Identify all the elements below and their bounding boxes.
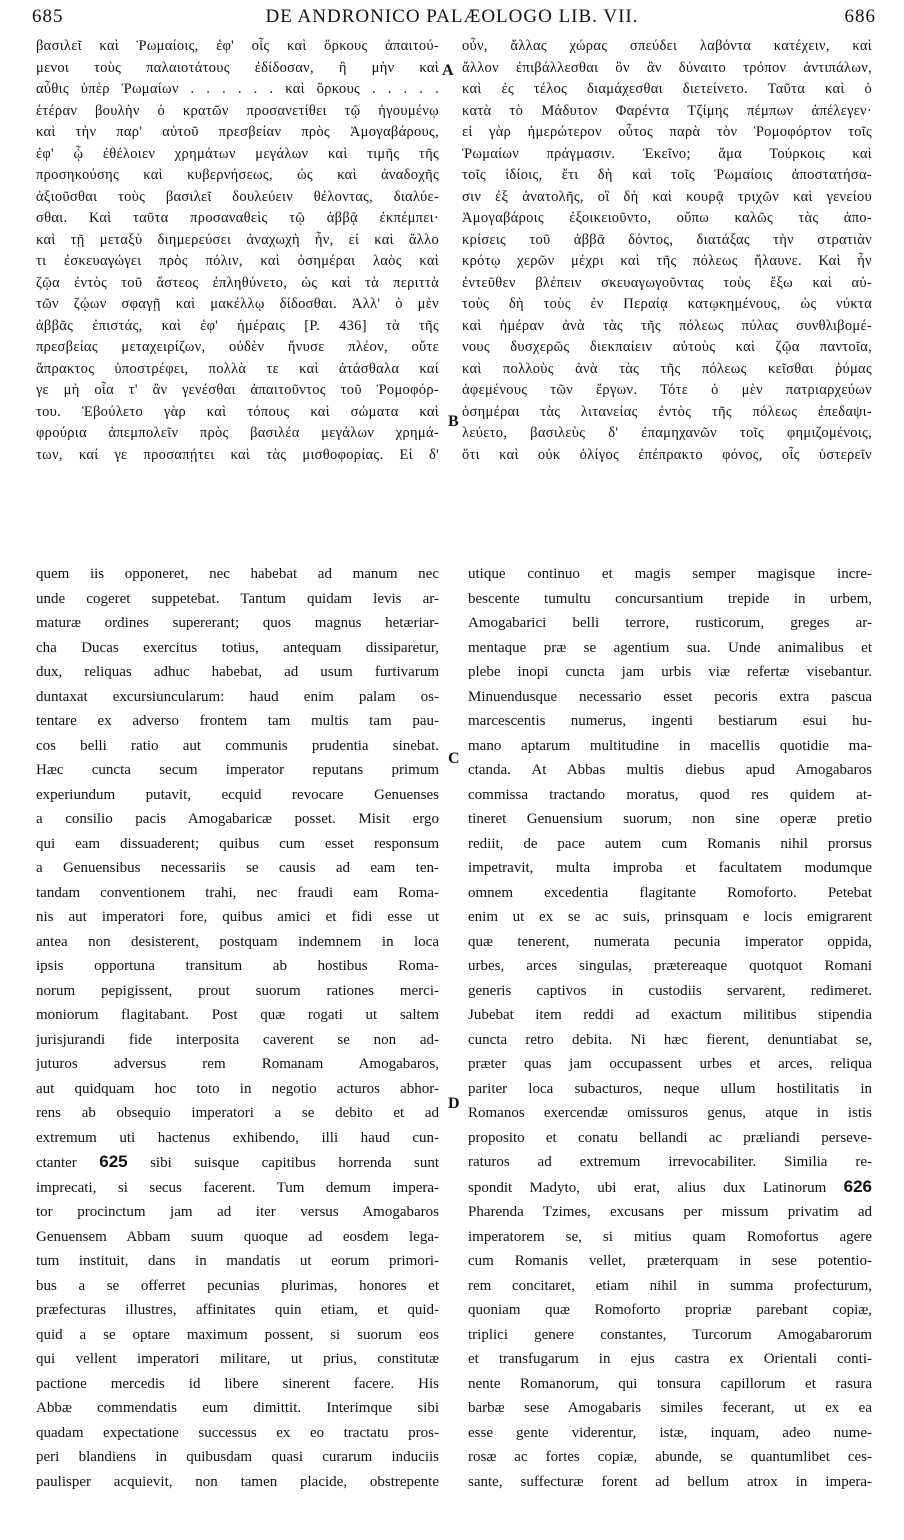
text-line: ἐντεῦθεν βλέπειν σκευαγωγοῦντας τοὺς ἔξω καὶ αὐ- — [462, 274, 872, 291]
text-line: esse gente viderentur, istæ, inquam, adeo nume- — [468, 1424, 872, 1441]
text-line: quid a se optare maximum possent, si suorum eos — [36, 1326, 439, 1343]
text-line: paulisper acquievit, non tamen placide, obstrepente — [36, 1473, 439, 1490]
text-line: ἄπρακτος ὑποστρέφει, πολλὰ τε καὶ ἀτάσθαλα καί — [36, 360, 439, 377]
text-line: κατὰ τὸ Μάδυτον Φαρέντα Τζίμης πέμπων ἀπέλεγεν· — [462, 102, 872, 119]
text-line: νους δυσχερῶς διεκπαίειν αὐτοὺς καὶ ζῷα παντοῖα, — [462, 339, 872, 355]
text-line: enim ut ex se ac suis, prinsquam e locis emigrarent — [468, 909, 872, 925]
text-line: προσηκούσης καὶ κυβερνήσεως, ὡς καὶ ἀναδοχῆς — [36, 167, 439, 183]
text-line: cuncta retro debita. Ni hæc fierent, denuntiabat se, — [468, 1031, 872, 1048]
text-line: quadam expectatione successus ex eo tractatu pros- — [36, 1424, 439, 1441]
text-line: antea non desisterent, postquam indemnem in loca — [36, 933, 439, 950]
text-line: Jubebat item reddi ad exactum militibus stipendia — [468, 1007, 872, 1023]
text-line: rosæ ac fortes copiæ, abunde, se quantumlibet ces- — [468, 1449, 872, 1465]
text-line: raturos ad extremum irrevocabiliter. Similia re- — [468, 1154, 872, 1170]
text-line: duntaxat excursiuncularum: haud enim palam os- — [36, 688, 439, 705]
text-line: pactione mercedis id libere sinerent facere. His — [36, 1375, 439, 1392]
text-line: præfecturas illustres, affinitates quin etiam, et quid- — [36, 1302, 439, 1318]
text-line: quoniam quæ Romoforto propriæ parebant copiæ, — [468, 1302, 872, 1318]
text-line: κρίσεις τοῦ ἀββᾶ δόντος, διατάξας τὴν στρατιὰν — [462, 231, 872, 248]
text-line: aut quidquam hoc toto in negotio acturos abhor- — [36, 1080, 439, 1097]
text-line: Ῥωμαίων πράγμασιν. Ἐκεῖνο; ἅμα Τούρκοις καὶ — [462, 145, 872, 162]
text-line: Hæc cuncta secum imperator reputans primum — [36, 762, 439, 778]
text-line: tandam conventionem trahi, nec fraudi eam Roma- — [36, 884, 439, 901]
text-line: τι ἐσκευαγώγει πρὸς πόλιν, καὶ ὁσημέραι λαὸς καὶ — [36, 253, 439, 269]
text-line: σθαι. Καὶ ταῦτα προσαναθεὶς τῷ ἀββᾷ ἐκπέμπει· — [36, 210, 439, 226]
text-line: imprecati, si secus facerent. Tum demum impera- — [36, 1179, 439, 1196]
margin-letter-d: D — [448, 1095, 460, 1112]
text-line: commissa tractando moratus, quod res quidem at- — [468, 786, 872, 803]
text-line: λεύετο, βασιλεὺς δ' ἐπαμηχανῶν τοῖς φημιζομένοις, — [462, 425, 872, 441]
text-line: a consilio pacis Amogabaricæ posset. Misit ergo — [36, 811, 439, 827]
text-line: unde cogeret suppetebat. Tantum quidam levis ar- — [36, 590, 439, 607]
margin-letter-a: A — [442, 62, 454, 79]
text-line: τοῖς ἰδίοις, ἔτι δὴ καὶ τοῖς Ῥωμαίοις ἀποστατήσα- — [462, 167, 872, 183]
text-line: του. Ἐβούλετο γὰρ καὶ τόπους καὶ σώματα καὶ — [36, 403, 439, 420]
text-line: ζῷα ἐντὸς τοῦ ἄστεος ἐπληθύνετο, ὡς καὶ τὰ περιττὰ — [36, 274, 439, 291]
margin-letter-c: C — [448, 750, 460, 767]
text-line: καὶ πολλοὺς ἀνὰ τὰς τῆς πόλεως κεῖσθαι ῥύμας — [462, 360, 872, 377]
text-line: φρούρια ἀπεμπολεῖν πρὸς βασιλέα μεγάλων χρημά- — [36, 425, 439, 441]
text-line: præter quas jam occupassent urbes et arces, reliqua — [468, 1056, 872, 1072]
text-line: experiundum putavit, ecquid revocare Genuenses — [36, 786, 439, 803]
text-line: pariter loca subacturos, neque ullum hostilitatis in — [468, 1080, 872, 1097]
text-line: rens ab obsequio imperatori a se debito et ad — [36, 1105, 439, 1121]
text-line: καὶ ἡμέραν ἀνὰ τὰς τῆς πόλεως πύλας συνθλιβομέ- — [462, 317, 872, 334]
text-line: καὶ τὴν παρ' αὐτοῦ πρεσβείαν πρὸς Ἀμογαβάρους, — [36, 124, 439, 140]
text-line: ipsis opportuna transitum ab hostibus Roma- — [36, 958, 439, 974]
text-line: sante, suffecturæ forent ad bellum atrox in impera- — [468, 1473, 872, 1490]
text-line: tentare ex adverso frontem tam multis tam pau- — [36, 713, 439, 729]
text-line: βασιλεῖ καὶ Ῥωμαίοις, ἐφ' οἷς καὶ ὅρκους ἀπαιτού- — [36, 38, 439, 54]
text-line: barbæ sese Amogabaris similes fecerant, ut ex ea — [468, 1400, 872, 1416]
running-title: DE ANDRONICO PALÆOLOGO LIB. VII. — [265, 6, 639, 27]
text-line: μενοι τοὺς παλαιοτάτους ἐδίδοσαν, ἢ μὴν καὶ — [36, 59, 439, 76]
text-line: urbes, arces singulas, prætereaque quotquot Romani — [468, 958, 872, 974]
text-line: Genuensem Abbam suum quoque ad eosdem lega- — [36, 1228, 439, 1245]
text-line: γε μὴ οἷα τ' ἂν γενέσθαι ἀπαιτοῦντος τοῦ Ῥομοφόρ- — [36, 382, 439, 398]
text-line: a Genuensibus necessariis se causis ad eam ten- — [36, 860, 439, 876]
text-line: moniorum flagitabant. Post quæ rogati ut saltem — [36, 1007, 439, 1023]
text-line: καὶ ἐς τέλος διαμάχεσθαι διετείνετο. Ταῦτα καὶ ὁ — [462, 81, 872, 97]
text-line: imperatorem se, si mitius quam Romofortus agere — [468, 1228, 872, 1245]
text-line: bescente tumultu concursantium trepide in urbem, — [468, 590, 872, 607]
text-line: extremum uti hactenus exhibendo, illi haud cun- — [36, 1129, 439, 1146]
text-line: maturæ ordines supererant; quos magnus hetæriar- — [36, 615, 439, 631]
text-line: rem concitaret, etiam nihil in summa profecturum, — [468, 1277, 872, 1294]
text-line: impetravit, multa improba et facultatem modumque — [468, 860, 872, 876]
text-line: omnem excedentia flagitante Romoforto. Petebat — [468, 884, 872, 901]
text-line: generis captivos in custodiis servarent, redimeret. — [468, 982, 872, 999]
text-line: ctanter 625 sibi suisque capitibus horrenda sunt — [36, 1152, 439, 1171]
text-line: ctanda. At Abbas multis diebus apud Amogabaros — [468, 762, 872, 778]
text-line: plebe inopi cuncta jam urbis viæ refertæ visebantur. — [468, 664, 872, 680]
text-line: σιν ἐξ ἀνατολῆς, οἳ δὴ καὶ κουρᾷ τριχῶν καὶ γενείου — [462, 188, 872, 205]
text-line: ὁσημέραι τὰς λιτανείας ἐντὸς τῆς πόλεως ἐπεδαψι- — [462, 403, 872, 420]
text-line: Amogabarici belli terrore, rusticorum, greges ar- — [468, 615, 872, 631]
greek-text-right-column — [462, 36, 872, 466]
text-line: οὖν, ἄλλας χώρας σπεύδει λαβόντα κατέχειν, καὶ — [462, 38, 872, 54]
text-line: των, καί γε προσαπῄτει καὶ τὰς μισθοφορίας. Εἰ δ' — [36, 446, 439, 463]
text-line: juturos adversus rem Romanam Amogabaros, — [36, 1056, 439, 1072]
original-page-marker: 626 — [843, 1176, 872, 1196]
text-line: ὅτι καὶ οὐκ ὀλίγος ἐπέπρακτο φόνος, οἷς ὑστερεῖν — [462, 446, 872, 463]
text-line: quem iis opponeret, nec habebat ad manum nec — [36, 566, 439, 582]
text-line: tineret Genuensium suorum, non sine operæ pretio — [468, 811, 872, 827]
page-number-right: 686 — [844, 6, 876, 27]
text-line: πρεσβείας μεταχειρίζων, οὐδὲν ἤνυσε πλέον, οὔτε — [36, 339, 439, 355]
running-header — [0, 6, 904, 32]
text-line: ἑτέραν βουλὴν ὁ κρατῶν προσανετίθει τῷ ἡγουμένῳ — [36, 102, 439, 119]
page-number-left: 685 — [32, 6, 64, 27]
text-line: proposito et conatu bellandi ac præliandi perseve- — [468, 1129, 872, 1146]
text-line: ἀββᾶς ἐπιστάς, καὶ ἐφ' ἡμέραις [P. 436] τὰ τῆς — [36, 317, 439, 334]
text-line: tum instituit, dans in mandatis ut eorum primori- — [36, 1253, 439, 1269]
text-line: Abbæ commendatis eum dimittit. Interimque sibi — [36, 1400, 439, 1416]
text-line: κρότῳ χερῶν μέχρι καὶ τῆς πόλεως ἤλαυνε. Καὶ ἦν — [462, 253, 872, 269]
text-line: norum pepigissent, prout suorum rationes merci- — [36, 982, 439, 999]
text-line: quæ tenerent, numerata pecunia imperator oppida, — [468, 933, 872, 950]
text-line: ἀφεμένους τῶν ἔργων. Τότε ὁ μὲν πατριαρχεύων — [462, 382, 872, 398]
text-line: bus a se offerret pecunias plurimas, honores et — [36, 1277, 439, 1294]
text-line: ἀξιοῦσθαι τοὺς βασιλεῖ δουλεύειν θέλοντας, διαλύε- — [36, 188, 439, 205]
greek-text-left-column — [36, 36, 439, 466]
text-line: dux, reliquas adhuc habebat, ad usum furtivarum — [36, 664, 439, 680]
text-line: nente Romanorum, qui tonsura capillorum et rasura — [468, 1375, 872, 1392]
text-line: Ἀμογαβάροις ἐξοικειοῦντο, οὔπω καλῶς τὰς ἀπο- — [462, 210, 872, 226]
latin-text-right-column — [468, 562, 872, 1494]
text-line: τοὺς δὴ τοὺς ἐν Περαίᾳ κατῳκημένους, ὡς νύκτα — [462, 296, 872, 312]
text-line: ἄλλον ἐπιβάλλεσθαι ὃν ἂν δύναιτο τρόπον ἀντιπάλων, — [462, 59, 872, 76]
text-line: qui eam dissuaderent; quibus cum esset responsum — [36, 835, 439, 852]
text-line: et transfugarum in ejus castra ex Orientali conti- — [468, 1351, 872, 1367]
text-line: cha Ducas exercitus totius, antequam dissiparetur, — [36, 639, 439, 656]
text-line: marcescentis numerus, ingenti bestiarum esui hu- — [468, 713, 872, 729]
text-line: tor procinctum jam ad iter versus Amogabaros — [36, 1204, 439, 1220]
margin-letter-b: B — [448, 413, 459, 430]
text-line: cos belli ratio aut communis prudentia sinebat. — [36, 737, 439, 754]
latin-text-left-column — [36, 562, 439, 1494]
text-line: ἐφ' ᾧ ἐθέλοιεν χρημάτων μεγάλων καὶ τιμῆς τῆς — [36, 145, 439, 162]
text-line: Pharenda Tzimes, excusans per missum privatim ad — [468, 1204, 872, 1220]
text-line: mentaque præ se agentium sua. Unde animalibus et — [468, 639, 872, 656]
text-line: utique continuo et magis semper magisque incre- — [468, 566, 872, 582]
text-line: Romanos exercendæ omissuros genus, atque in istis — [468, 1105, 872, 1121]
text-line: mano aptarum multitudine in macellis quotidie ma- — [468, 737, 872, 754]
text-line: Minuendusque necessario esset pecoris extra pascua — [468, 688, 872, 705]
text-line: jurisjurandi fide interposita caverent se non ad- — [36, 1031, 439, 1048]
text-line: spondit Madyto, ubi erat, alius dux Latinorum 626 — [468, 1176, 872, 1196]
original-page-marker: 625 — [99, 1152, 128, 1171]
text-line: rediit, de pace autem cum Romanis nihil prorsus — [468, 835, 872, 852]
text-line: τῶν ζῴων σφαγῇ καὶ μακέλλῳ δίδοσθαι. Ἀλλ' ὁ μὲν — [36, 296, 439, 312]
text-line: peri blandiens in quibusdam quasi curarum induciis — [36, 1449, 439, 1465]
text-line: qui vellent imperatori militare, ut prius, constitutæ — [36, 1351, 439, 1367]
text-line: triplici genere constantes, Turcorum Amogabarorum — [468, 1326, 872, 1343]
text-line: cum Romanis vellet, præterquam in sese potentio- — [468, 1253, 872, 1269]
text-line: αὖθις ὑπὲρ Ῥωμαίων . . . . . . καὶ ὅρκους . . . . . — [36, 81, 439, 97]
text-line: nis aut imperatori fore, quibus amici et fidi esse ut — [36, 909, 439, 925]
text-line: εἰ γὰρ ἡμερώτερον οὗτος παρὰ τὸν Ῥομοφόρτον τοῖς — [462, 124, 872, 140]
text-line: καὶ τῇ μεταξὺ διημερεύσει ἀναχωχὴ ἦν, εἰ καὶ ἄλλο — [36, 231, 439, 248]
